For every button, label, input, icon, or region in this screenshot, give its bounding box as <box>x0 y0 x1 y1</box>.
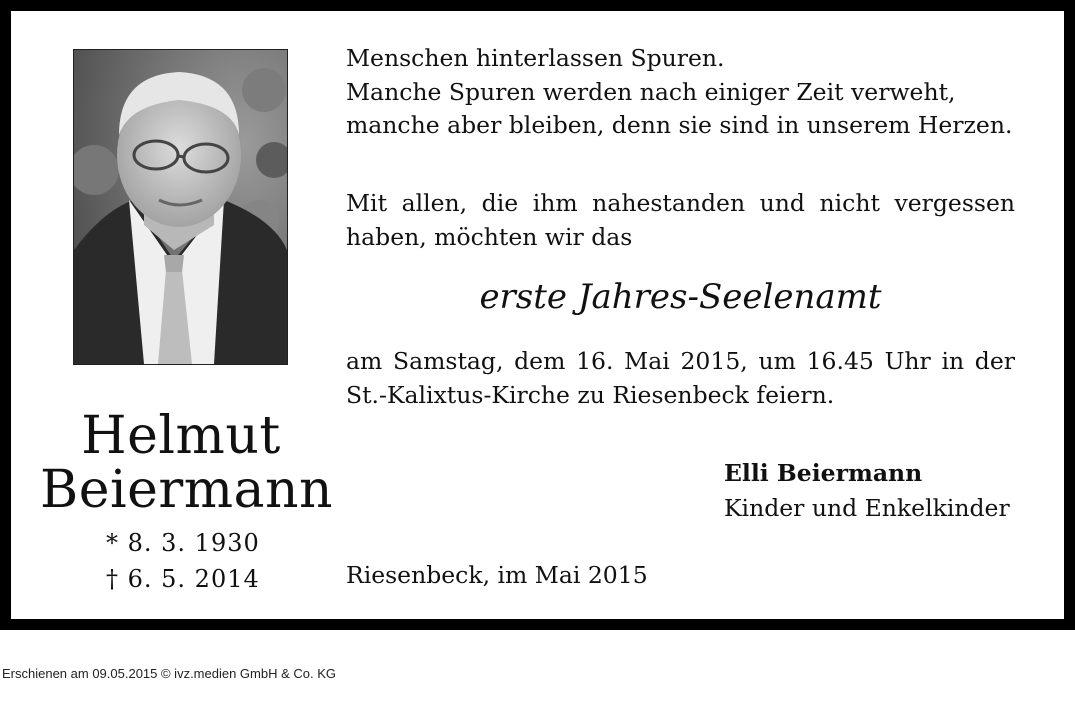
deceased-first-name: Helmut <box>81 406 281 466</box>
verse-line: manche aber bleiben, denn sie sind in unserem Herzen. <box>346 111 1013 139</box>
verse-line: Manche Spuren werden nach einiger Zeit verweht, <box>346 77 956 106</box>
intro-paragraph <box>346 187 1015 254</box>
intro-line: haben, möchten wir das <box>346 222 633 251</box>
death-date: † 6. 5. 2014 <box>106 565 260 593</box>
signature-name: Elli Beiermann <box>724 459 923 487</box>
details-line: St.-Kalixtus-Kirche zu Riesenbeck feiern. <box>346 380 835 409</box>
birth-date: * 8. 3. 1930 <box>106 529 260 557</box>
deceased-last-name: Beiermann <box>40 460 334 520</box>
publication-footer: Erschienen am 09.05.2015 © ivz.medien GmbH & Co. KG <box>2 666 337 681</box>
verse <box>346 42 1015 143</box>
intro-line: Mit allen, die ihm nahestanden und nicht vergessen <box>346 189 1015 217</box>
details-line: am Samstag, dem 16. Mai 2015, um 16.45 Uhr in der <box>346 347 1015 375</box>
portrait-photo <box>73 49 288 365</box>
headline: erste Jahres-Seelenamt <box>479 277 882 317</box>
place-date: Riesenbeck, im Mai 2015 <box>346 561 648 589</box>
signature-family: Kinder und Enkelkinder <box>724 494 1010 522</box>
portrait-image <box>74 50 287 364</box>
verse-line: Menschen hinterlassen Spuren. <box>346 44 725 72</box>
details-paragraph <box>346 345 1015 412</box>
